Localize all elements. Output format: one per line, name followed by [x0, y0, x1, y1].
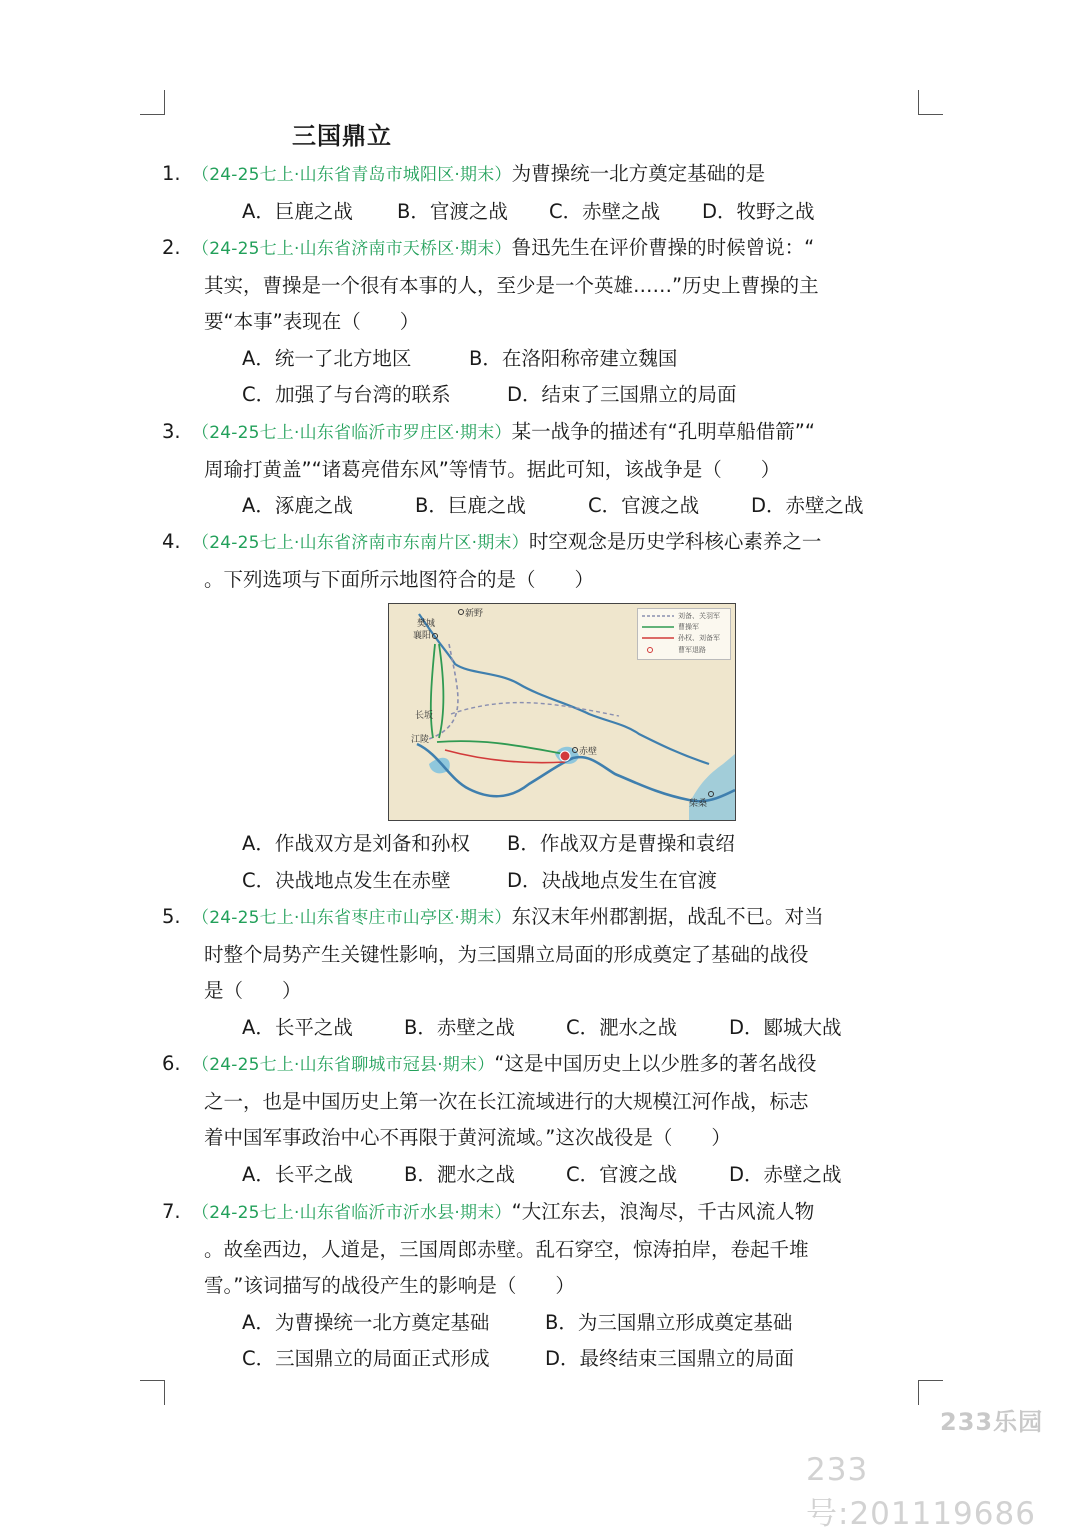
- place-label-chibi: 赤壁: [579, 747, 598, 757]
- option-b[interactable]: B．在洛阳称帝建立魏国: [469, 346, 678, 370]
- option-b[interactable]: B．官渡之战: [397, 199, 508, 223]
- place-label-chaisang: 柴桑: [689, 799, 708, 809]
- question-3: [162, 414, 922, 525]
- question-stem-line: 要“本事”表现在（ ）: [204, 310, 420, 333]
- question-stem-line: 。故垒西边，人道是，三国周郎赤壁。乱石穿空，惊涛拍岸，卷起千堆: [204, 1237, 809, 1261]
- cao-army-route: [431, 644, 444, 738]
- legend-item: 曹军退路: [678, 646, 706, 654]
- options-row: [162, 1010, 922, 1047]
- crop-mark-bottom-left: [140, 1380, 165, 1405]
- options-row: [162, 1305, 922, 1342]
- question-stem: 某一战争的描述有“孔明草船借箭”“: [511, 420, 815, 443]
- question-number: 7.: [162, 1200, 181, 1223]
- option-a[interactable]: A．长平之战: [242, 1162, 353, 1186]
- question-1: [162, 156, 922, 230]
- option-c[interactable]: C．官渡之战: [566, 1162, 678, 1186]
- question-4-options: [162, 826, 922, 899]
- question-stem: “这是中国历史上以少胜多的著名战役: [494, 1052, 817, 1075]
- option-d[interactable]: D．结束了三国鼎立的局面: [507, 383, 737, 406]
- question-source: （24-25七上·山东省青岛市城阳区·期末）: [192, 165, 512, 185]
- page-title: 三国鼎立: [292, 122, 392, 150]
- question-number: 2.: [162, 236, 181, 259]
- option-b[interactable]: B．淝水之战: [404, 1162, 515, 1186]
- question-7: [162, 1194, 922, 1378]
- question-2: [162, 230, 922, 414]
- question-stem-line: 周瑜打黄盖”“诸葛亮借东风”等情节。据此可知，该战争是（ ）: [204, 457, 781, 481]
- option-b[interactable]: B．巨鹿之战: [415, 494, 526, 517]
- question-stem-line: 是（ ）: [204, 979, 302, 1002]
- option-a[interactable]: A．为曹操统一北方奠定基础: [242, 1310, 490, 1334]
- place-label-xinye: 新野: [465, 609, 484, 619]
- question-stem-line: 着中国军事政治中心不再限于黄河流域。”这次战役是（ ）: [204, 1126, 731, 1149]
- liu-army-route-east: [451, 703, 619, 716]
- question-source: （24-25七上·山东省聊城市冠县·期末）: [192, 1055, 495, 1075]
- map-legend: [637, 608, 731, 660]
- option-c[interactable]: C．决战地点发生在赤壁: [242, 868, 451, 892]
- question-stem: 东汉末年州郡割据，战乱不已。对当: [511, 905, 824, 928]
- option-c[interactable]: C．淝水之战: [566, 1015, 678, 1039]
- options-row: [162, 377, 922, 414]
- battle-site-marker: [560, 751, 570, 761]
- question-6: [162, 1046, 922, 1193]
- option-a[interactable]: A．涿鹿之战: [242, 494, 353, 517]
- place-label-xiangyang: 襄阳: [413, 631, 432, 641]
- question-stem-line: 之一，也是中国历史上第一次在长江流域进行的大规模江河作战，标志: [204, 1089, 809, 1113]
- place-label-fancheng: 樊城: [417, 619, 436, 629]
- options-row: [162, 863, 922, 900]
- legend-item: 孙权、刘备军: [678, 634, 720, 642]
- place-label-changban: 长坂: [415, 711, 434, 721]
- question-source: （24-25七上·山东省临沂市罗庄区·期末）: [192, 423, 512, 443]
- option-d[interactable]: D．赤壁之战: [729, 1162, 842, 1186]
- options-row: [162, 1157, 922, 1194]
- option-d[interactable]: D．决战地点发生在官渡: [507, 868, 718, 892]
- option-d[interactable]: D．郾城大战: [729, 1015, 842, 1039]
- question-stem-line: 其实，曹操是一个很有本事的人，至少是一个英雄……”历史上曹操的主: [204, 273, 819, 297]
- question-stem: 时空观念是历史学科核心素养之一: [528, 530, 822, 553]
- question-stem-line: 。下列选项与下面所示地图符合的是（ ）: [204, 567, 595, 591]
- option-c[interactable]: C．官渡之战: [588, 494, 700, 517]
- question-number: 4.: [162, 530, 181, 553]
- legend-item: 曹操军: [678, 623, 699, 631]
- option-a[interactable]: A．巨鹿之战: [242, 199, 353, 223]
- options-row: [162, 488, 922, 525]
- option-d[interactable]: D．最终结束三国鼎立的局面: [545, 1347, 795, 1370]
- options-row: [162, 1341, 922, 1378]
- watermark-logo: 233乐园: [940, 1408, 1044, 1436]
- question-4: [162, 524, 922, 598]
- place-label-jiangling: 江陵: [411, 735, 430, 745]
- crop-mark-top-left: [140, 90, 165, 115]
- options-row: [162, 341, 922, 378]
- options-row: [162, 826, 922, 863]
- option-c[interactable]: C．三国鼎立的局面正式形成: [242, 1347, 490, 1370]
- option-d[interactable]: D．赤壁之战: [751, 494, 864, 517]
- crop-mark-top-right: [918, 90, 943, 115]
- question-number: 5.: [162, 905, 181, 928]
- legend-item: 刘备、关羽军: [678, 612, 720, 620]
- allied-army-route: [445, 750, 565, 763]
- question-source: （24-25七上·山东省临沂市沂水县·期末）: [192, 1203, 512, 1223]
- option-d[interactable]: D．牧野之战: [702, 199, 815, 223]
- question-number: 3.: [162, 420, 181, 443]
- option-a[interactable]: A．长平之战: [242, 1015, 353, 1039]
- question-source: （24-25七上·山东省济南市天桥区·期末）: [192, 239, 512, 259]
- question-stem-line: 时整个局势产生关键性影响，为三国鼎立局面的形成奠定了基础的战役: [204, 942, 809, 966]
- question-source: （24-25七上·山东省济南市东南片区·期末）: [192, 533, 529, 553]
- option-b[interactable]: B．为三国鼎立形成奠定基础: [545, 1310, 793, 1334]
- question-stem: “大江东去，浪淘尽，千古风流人物: [511, 1200, 815, 1223]
- question-5: [162, 899, 922, 1046]
- watermark-id: 233号:201119686: [806, 1452, 1036, 1532]
- question-source: （24-25七上·山东省枣庄市山亭区·期末）: [192, 908, 512, 928]
- option-c[interactable]: C．赤壁之战: [549, 199, 661, 223]
- options-row: [162, 194, 922, 231]
- question-number: 1.: [162, 162, 181, 185]
- chibi-battle-map: [388, 603, 736, 821]
- question-number: 6.: [162, 1052, 181, 1075]
- city-dot-xinye: [459, 610, 464, 615]
- question-stem: 为曹操统一北方奠定基础的是: [511, 162, 766, 185]
- option-c[interactable]: C．加强了与台湾的联系: [242, 383, 451, 406]
- question-stem-line: 雪。”该词描写的战役产生的影响是（ ）: [204, 1274, 575, 1297]
- option-b[interactable]: B．作战双方是曹操和袁绍: [507, 832, 735, 855]
- option-a[interactable]: A．作战双方是刘备和孙权: [242, 832, 470, 855]
- lake-east: [689, 754, 735, 820]
- option-b[interactable]: B．赤壁之战: [404, 1015, 515, 1039]
- question-stem: 鲁迅先生在评价曹操的时候曾说：“: [511, 236, 815, 259]
- option-a[interactable]: A．统一了北方地区: [242, 346, 412, 370]
